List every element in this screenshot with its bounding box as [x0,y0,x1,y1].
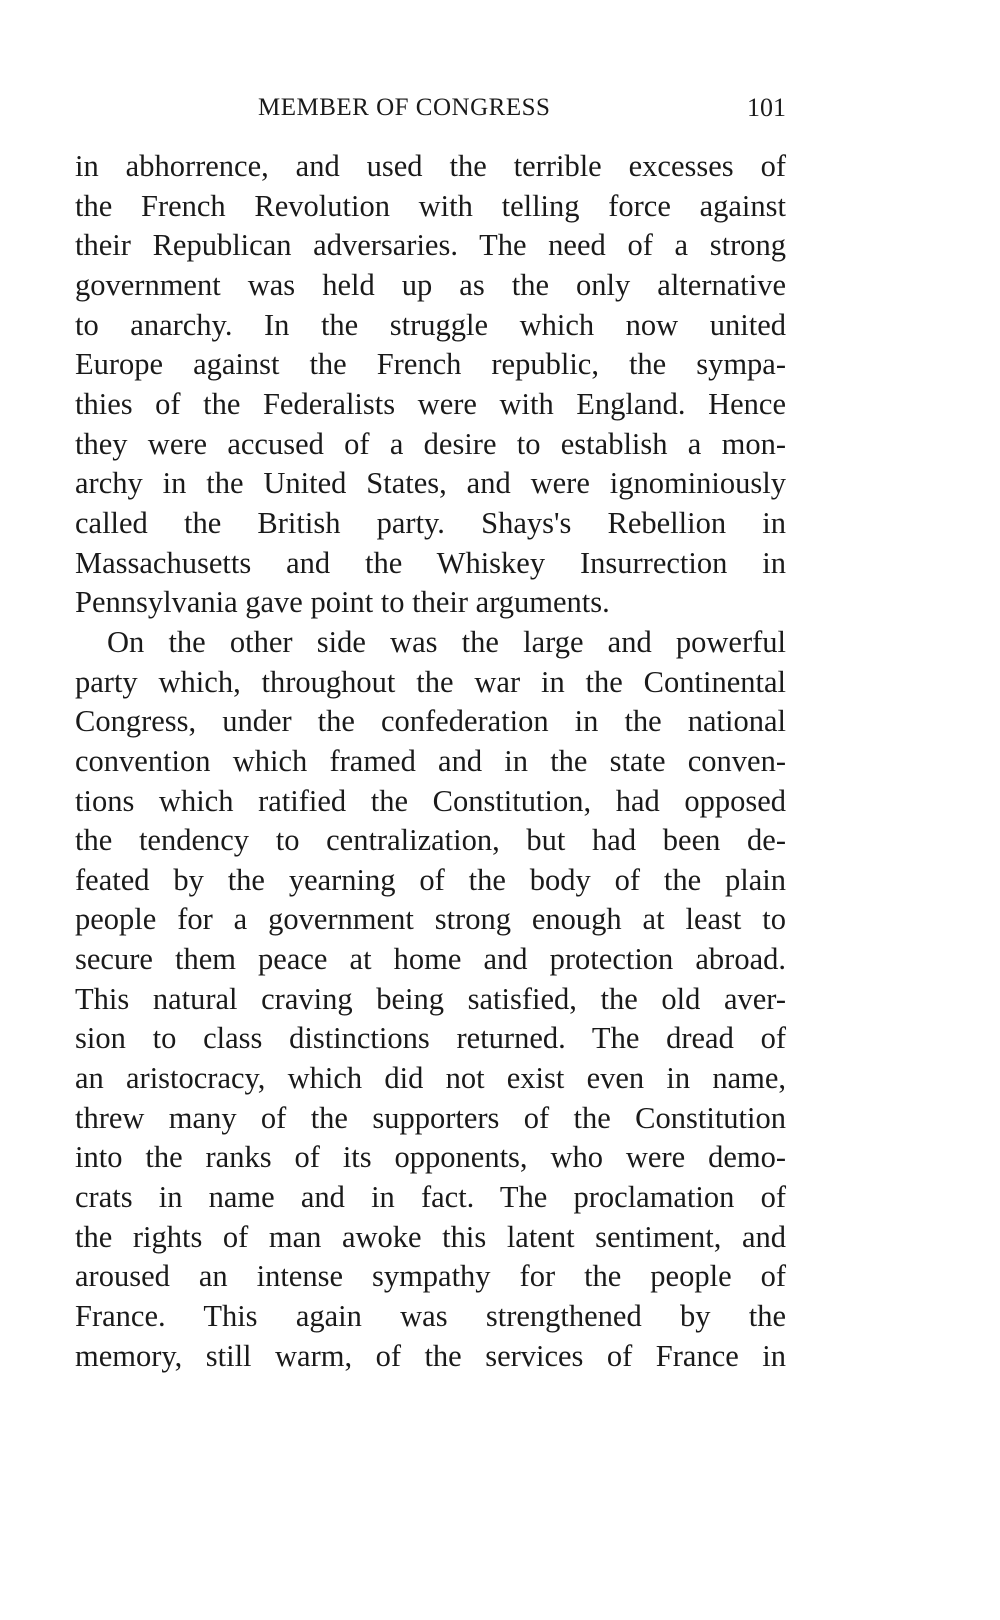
text-line: secure them peace at home and protection abroad. [75,942,786,977]
text-line: On the other side was the large and powerful [107,624,786,659]
text-line: the French Revolution with telling force against [75,188,786,223]
text-line: the rights of man awoke this latent sentiment, and [75,1219,786,1254]
text-line: thies of the Federalists were with England. Hence [75,386,786,421]
text-line: feated by the yearning of the body of the plain [75,862,786,897]
text-line: their Republican adversaries. The need of a strong [75,228,786,263]
text-line: to anarchy. In the struggle which now united [75,307,786,342]
text-line: convention which framed and in the state conven- [75,743,786,778]
page-number: 101 [747,93,786,122]
text-line: aroused an intense sympathy for the people of [75,1259,786,1294]
text-line: the tendency to centralization, but had been de- [75,823,786,858]
text-line: called the British party. Shays's Rebellion in [75,505,786,540]
text-line: people for a government strong enough at least to [75,902,786,937]
text-line: sion to class distinctions returned. The dread of [75,1021,786,1056]
running-head [75,92,786,124]
text-line: threw many of the supporters of the Constitution [75,1100,786,1135]
text-line: This natural craving being satisfied, the old aver- [75,981,786,1016]
text-line: they were accused of a desire to establish a mon- [75,426,786,461]
text-line: in abhorrence, and used the terrible excesses of [75,149,786,183]
text-line: France. This again was strengthened by the [75,1299,786,1334]
text-line: Massachusetts and the Whiskey Insurrection in [75,545,786,580]
text-line: into the ranks of its opponents, who were demo- [75,1140,786,1175]
text-line: Pennsylvania gave point to their arguments. [75,585,610,620]
text-line: memory, still warm, of the services of France in [75,1338,786,1373]
text-line: party which, throughout the war in the Continental [75,664,786,699]
text-line: archy in the United States, and were ignominiously [75,466,786,501]
text-line: Congress, under the confederation in the national [75,704,786,739]
text-line: crats in name and in fact. The proclamation of [75,1180,786,1215]
paragraph [75,147,786,623]
text-line: Europe against the French republic, the sympa- [75,347,786,382]
body-text [75,147,786,1376]
paragraph [75,623,786,1376]
text-line: government was held up as the only alternative [75,267,786,302]
chapter-title: MEMBER OF CONGRESS [258,94,551,121]
text-line: tions which ratified the Constitution, had opposed [75,783,786,818]
text-line: an aristocracy, which did not exist even in name, [75,1061,786,1096]
